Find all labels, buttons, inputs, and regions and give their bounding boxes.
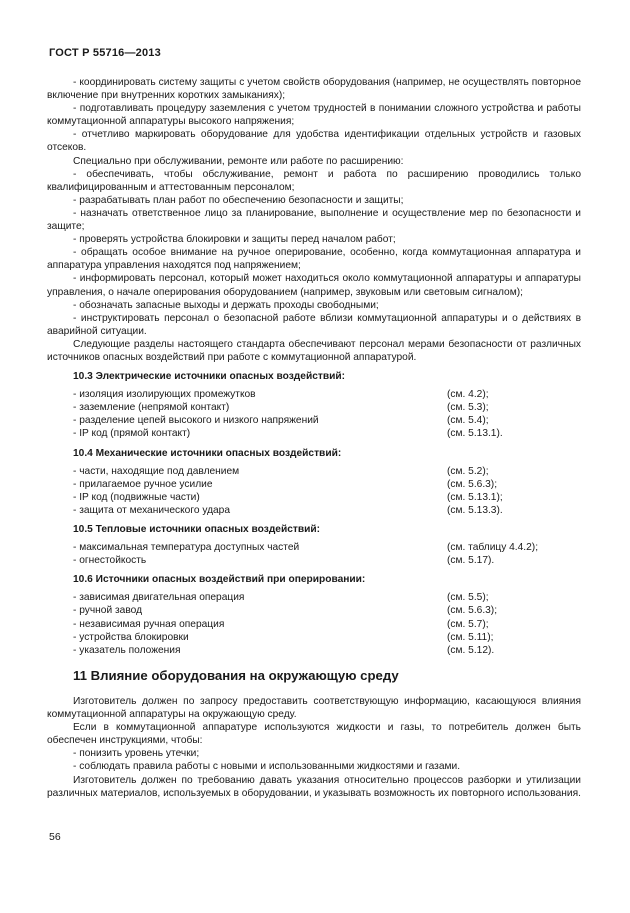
list-item [73,388,581,401]
paragraph: Если в коммутационной аппаратуре используются жидкости и газы, то потребитель должен быть обеспечен инструкциями, чтобы: [47,722,581,747]
item-text: - указатель положения [73,644,181,656]
item-text: - независимая ручная операция [73,618,225,630]
item-ref: (см. 5.7); [447,618,489,630]
item-ref: (см. 5.3); [447,402,489,414]
hazard-list [73,541,581,567]
item-text: - защита от механического удара [73,504,231,516]
list-item [73,618,581,631]
paragraph: Изготовитель должен по запросу предоставить соответствующую информацию, касающуюся влияния коммутационной аппаратуры на окружающую среду. [47,695,581,721]
item-text: - разделение цепей высокого и низкого напряжений [73,415,319,427]
item-text: - изоляция изолирующих промежутков [73,389,256,401]
paragraph: - понизить уровень утечки; [73,748,200,760]
document-body [47,76,581,800]
paragraph: - координировать систему защиты с учетом свойств оборудования (например, не осуществлять повторное включение при внутренних коротких замыканиях); [47,77,581,102]
item-text: - ручной завод [73,605,143,617]
paragraph: - соблюдать правила работы с новыми и использованными жидкостями и газами. [73,761,461,773]
paragraph: - обеспечивать, чтобы обслуживание, ремонт и работа по расширению проводились только квалифицированным и аттестованным персоналом; [47,168,581,193]
hazard-list [73,465,581,517]
list-item [73,541,581,554]
section-heading: 10.4 Механические источники опасных воздействий: [73,447,342,459]
paragraph: - проверять устройства блокировки и защиты перед началом работ; [73,234,396,246]
item-text: - заземление (непрямой контакт) [73,402,230,414]
paragraph: - информировать персонал, который может находиться около коммутационной аппаратуры и аппаратуры управления, о начале оперирования оборудованием (например, звуковым или световым сигналом); [47,273,581,298]
list-item [73,427,581,440]
section-heading: 10.3 Электрические источники опасных воздействий: [73,371,346,383]
list-item [73,554,581,567]
item-text: - прилагаемое ручное усилие [73,478,213,490]
item-text: - зависимая двигательная операция [73,592,245,604]
item-ref: (см. 5.13.1); [447,491,503,503]
paragraph: - отчетливо маркировать оборудование для удобства идентификации отдельных устройств и газовых отсеков. [47,129,581,154]
item-ref: (см. 5.6.3); [447,605,498,617]
hazard-list [73,388,581,440]
paragraph: - обращать особое внимание на ручное оперирование, особенно, когда коммутационная аппаратура и аппаратура управления находятся под напряжением; [47,247,581,272]
item-ref: (см. 5.11); [447,631,494,643]
item-text: - огнестойкость [73,555,147,567]
item-ref: (см. 5.4); [447,415,489,427]
list-item [73,478,581,491]
list-item [73,401,581,414]
list-item [73,644,581,657]
item-ref: (см. 5.2); [447,465,489,477]
paragraph: - подготавливать процедуру заземления с учетом трудностей в понимании сложного устройства и работы коммутационной аппаратуры высокого напряжения; [47,103,581,128]
item-ref: (см. 5.5); [447,592,489,604]
paragraph: Специально при обслуживании, ремонте или работе по расширению: [73,155,404,167]
item-ref: (см. 4.2); [447,389,489,401]
list-item [73,504,581,517]
paragraph: - инструктировать персонал о безопасной работе вблизи коммутационной аппаратуры и о действиях в аварийной ситуации. [47,312,581,337]
item-text: - IP код (подвижные части) [73,491,200,503]
item-ref: (см. 5.13.3). [447,504,503,516]
paragraph: Следующие разделы настоящего стандарта обеспечивают персонал мерами безопасности от различных источников опасных воздействий при работе с коммутационной аппаратурой. [47,338,581,363]
item-ref: (см. 5.13.1). [447,428,503,440]
list-item [73,591,581,604]
section-heading: 10.6 Источники опасных воздействий при оперировании: [73,574,366,586]
paragraph: Изготовитель должен по требованию давать указания относительно процессов разборки и утилизации различных материалов, используемых в оборудовании, и указывать возможность их повторного использования. [47,774,581,799]
list-item [73,491,581,504]
item-text: - части, находящие под давлением [73,465,240,477]
item-text: - устройства блокировки [73,631,189,643]
item-ref: (см. 5.6.3); [447,478,498,490]
item-ref: (см. 5.12). [447,644,495,656]
document-header: ГОСТ Р 55716—2013 [49,47,161,59]
list-item [73,465,581,478]
item-ref: (см. таблицу 4.4.2); [447,542,539,554]
list-item [73,604,581,617]
paragraph: - назначать ответственное лицо за планирование, выполнение и осуществление мер по безопасности и защите; [47,207,581,233]
list-item [73,631,581,644]
hazard-list [73,591,581,656]
chapter-heading: 11 Влияние оборудования на окружающую среду [73,667,399,683]
page-number: 56 [49,831,61,843]
paragraph: - разрабатывать план работ по обеспечению безопасности и защиты; [73,194,404,206]
item-text: - максимальная температура доступных частей [73,542,300,554]
list-item [73,414,581,427]
item-ref: (см. 5.17). [447,555,495,567]
section-heading: 10.5 Тепловые источники опасных воздействий: [73,524,321,535]
item-text: - IP код (прямой контакт) [73,428,191,440]
paragraph: - обозначать запасные выходы и держать проходы свободными; [73,299,379,311]
